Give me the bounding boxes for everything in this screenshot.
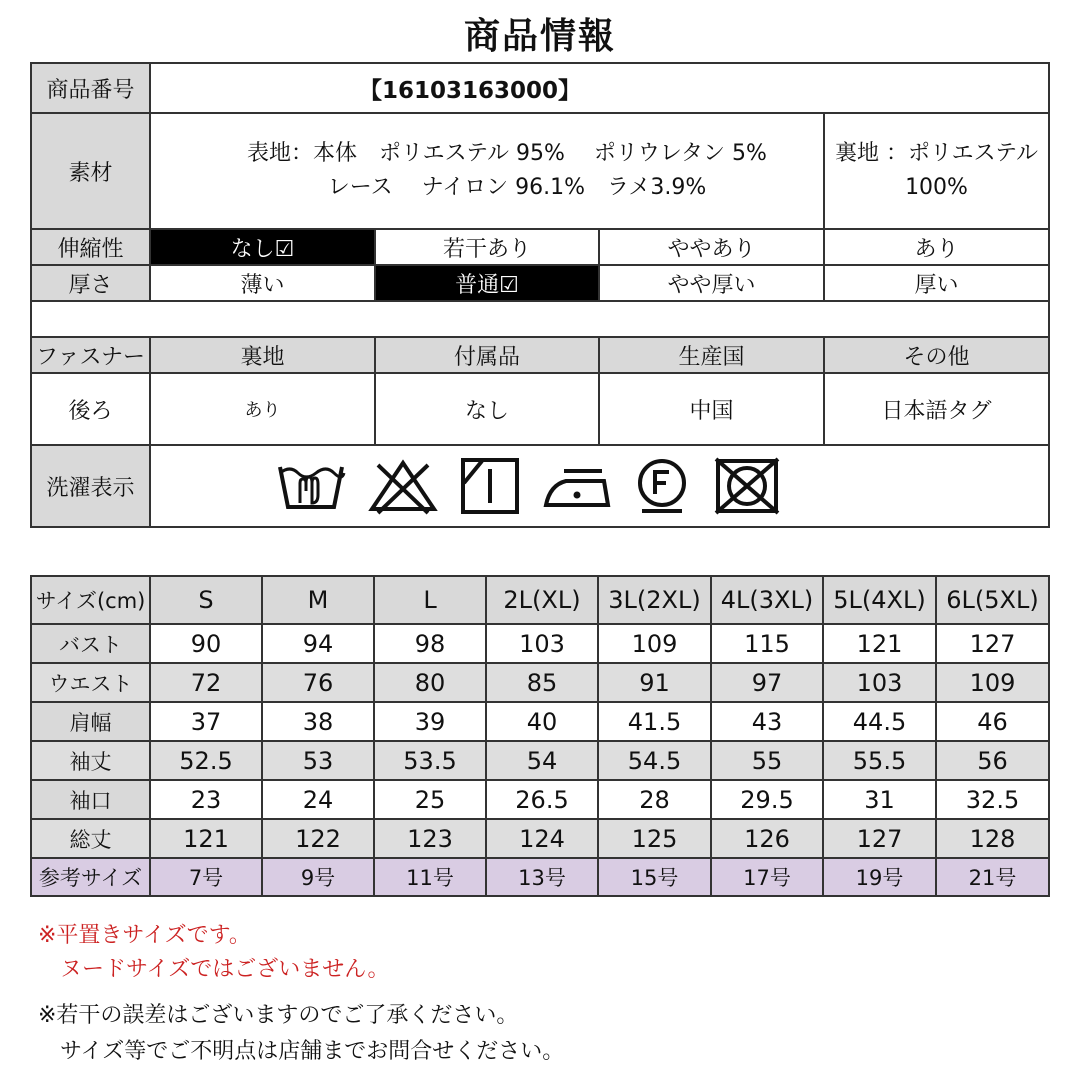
no-tumble-dry-icon <box>712 457 782 515</box>
size-cell: 39 <box>374 702 486 741</box>
size-cell: 53.5 <box>374 741 486 780</box>
thickness-option: やや厚い <box>599 265 824 301</box>
size-cell: 90 <box>150 624 262 663</box>
size-column-header: 2L(XL) <box>486 576 598 624</box>
size-row-cuff <box>31 780 1049 819</box>
inquiry-note: サイズ等でご不明点は店舗までお問合せください。 <box>60 1039 565 1064</box>
size-cell: 13号 <box>486 858 598 896</box>
size-row-reference <box>31 858 1049 896</box>
material-outer <box>150 113 824 229</box>
size-cell: 37 <box>150 702 262 741</box>
tolerance-note: ※若干の誤差はございますのでご了承ください。 <box>38 1003 519 1028</box>
size-cell: 25 <box>374 780 486 819</box>
size-cell: 29.5 <box>711 780 823 819</box>
product-number-row <box>31 63 1049 113</box>
stretch-row <box>31 229 1049 265</box>
size-row-bust <box>31 624 1049 663</box>
material-label: 素材 <box>31 113 150 229</box>
size-table <box>30 575 1050 897</box>
size-cell: 98 <box>374 624 486 663</box>
size-cell: 53 <box>262 741 374 780</box>
size-cell: 38 <box>262 702 374 741</box>
details-value: 後ろ <box>31 373 150 445</box>
thickness-label: 厚さ <box>31 265 150 301</box>
size-row-label: 総丈 <box>31 819 150 858</box>
size-row-label: 肩幅 <box>31 702 150 741</box>
size-cell: 54 <box>486 741 598 780</box>
size-row-label: 袖丈 <box>31 741 150 780</box>
size-cell: 72 <box>150 663 262 702</box>
size-cell: 11号 <box>374 858 486 896</box>
size-cell: 56 <box>936 741 1049 780</box>
size-cell: 76 <box>262 663 374 702</box>
size-cell: 127 <box>936 624 1049 663</box>
size-cell: 26.5 <box>486 780 598 819</box>
size-cell: 7号 <box>150 858 262 896</box>
details-value: なし <box>375 373 599 445</box>
size-cell: 97 <box>711 663 823 702</box>
size-cell: 103 <box>823 663 936 702</box>
details-value: 日本語タグ <box>824 373 1049 445</box>
size-cell: 40 <box>486 702 598 741</box>
size-cell: 15号 <box>598 858 711 896</box>
spacer-cell <box>31 301 1049 337</box>
low-iron-icon <box>542 457 612 515</box>
size-cell: 32.5 <box>936 780 1049 819</box>
material-row <box>31 113 1049 229</box>
size-cell: 103 <box>486 624 598 663</box>
size-cell: 28 <box>598 780 711 819</box>
size-cell: 91 <box>598 663 711 702</box>
size-cell: 128 <box>936 819 1049 858</box>
details-header: 生産国 <box>599 337 824 373</box>
thickness-option: 薄い <box>150 265 375 301</box>
size-column-header: 6L(5XL) <box>936 576 1049 624</box>
details-value: あり <box>150 373 375 445</box>
stretch-option: あり <box>824 229 1049 265</box>
material-lining <box>824 113 1049 229</box>
details-header-row <box>31 337 1049 373</box>
size-cell: 121 <box>823 624 936 663</box>
size-cell: 23 <box>150 780 262 819</box>
size-row-label: ウエスト <box>31 663 150 702</box>
care-label: 洗濯表示 <box>31 445 150 527</box>
thickness-row <box>31 265 1049 301</box>
size-row-label: 袖口 <box>31 780 150 819</box>
size-row-length <box>31 819 1049 858</box>
size-column-header: S <box>150 576 262 624</box>
size-header-row <box>31 576 1049 624</box>
size-cell: 126 <box>711 819 823 858</box>
thickness-option: 普通☑ <box>375 265 599 301</box>
size-cell: 94 <box>262 624 374 663</box>
size-cell: 43 <box>711 702 823 741</box>
size-cell: 125 <box>598 819 711 858</box>
size-cell: 31 <box>823 780 936 819</box>
size-row-shoulder <box>31 702 1049 741</box>
care-icons <box>151 457 1048 515</box>
details-header: その他 <box>824 337 1049 373</box>
size-row-label: バスト <box>31 624 150 663</box>
details-value: 中国 <box>599 373 824 445</box>
size-cell: 122 <box>262 819 374 858</box>
size-cell: 24 <box>262 780 374 819</box>
size-cell: 127 <box>823 819 936 858</box>
hand-wash-icon <box>276 457 346 515</box>
size-cell: 52.5 <box>150 741 262 780</box>
size-column-header: 3L(2XL) <box>598 576 711 624</box>
flat-measure-note: ※平置きサイズです。 <box>38 923 251 948</box>
size-cell: 124 <box>486 819 598 858</box>
stretch-option: ややあり <box>599 229 824 265</box>
line-dry-icon <box>460 457 520 515</box>
spacer-row <box>31 301 1049 337</box>
size-cell: 115 <box>711 624 823 663</box>
details-value-row <box>31 373 1049 445</box>
size-cell: 121 <box>150 819 262 858</box>
not-body-size-note: ヌードサイズではございません。 <box>60 957 390 982</box>
thickness-option: 厚い <box>824 265 1049 301</box>
size-cell: 17号 <box>711 858 823 896</box>
size-cell: 55 <box>711 741 823 780</box>
details-header: 裏地 <box>150 337 375 373</box>
size-column-header: L <box>374 576 486 624</box>
details-header: ファスナー <box>31 337 150 373</box>
size-cell: 85 <box>486 663 598 702</box>
size-cell: 21号 <box>936 858 1049 896</box>
size-cell: 9号 <box>262 858 374 896</box>
size-row-sleeve <box>31 741 1049 780</box>
product-number-label: 商品番号 <box>31 63 150 113</box>
material-lining-line2: 100% <box>905 175 968 200</box>
material-outer-line2: レース ナイロン 96.1% ラメ3.9% <box>327 175 707 200</box>
size-cell: 44.5 <box>823 702 936 741</box>
size-cell: 80 <box>374 663 486 702</box>
dry-clean-f-icon <box>634 457 690 515</box>
stretch-label: 伸縮性 <box>31 229 150 265</box>
size-cell: 109 <box>936 663 1049 702</box>
product-info-table <box>30 62 1050 528</box>
stretch-option: 若干あり <box>375 229 599 265</box>
size-cell: 19号 <box>823 858 936 896</box>
size-row-waist <box>31 663 1049 702</box>
size-cell: 41.5 <box>598 702 711 741</box>
size-header-label: サイズ(cm) <box>31 576 150 624</box>
size-column-header: M <box>262 576 374 624</box>
care-icons-cell <box>150 445 1049 527</box>
size-cell: 55.5 <box>823 741 936 780</box>
size-cell: 54.5 <box>598 741 711 780</box>
size-cell: 109 <box>598 624 711 663</box>
stretch-option: なし☑ <box>150 229 375 265</box>
size-column-header: 5L(4XL) <box>823 576 936 624</box>
size-cell: 123 <box>374 819 486 858</box>
size-column-header: 4L(3XL) <box>711 576 823 624</box>
size-cell: 46 <box>936 702 1049 741</box>
page-title: 商品情報 <box>463 16 616 57</box>
material-lining-line1: 裏地 ：ポリエステル <box>835 141 1039 166</box>
material-outer-line1: 表地：本体 ポリエステル 95% ポリウレタン 5% <box>247 141 767 166</box>
details-header: 付属品 <box>375 337 599 373</box>
product-number-value: 【16103163000】 <box>150 63 1049 113</box>
care-row <box>31 445 1049 527</box>
size-row-label: 参考サイズ <box>31 858 150 896</box>
no-bleach-icon <box>368 457 438 515</box>
